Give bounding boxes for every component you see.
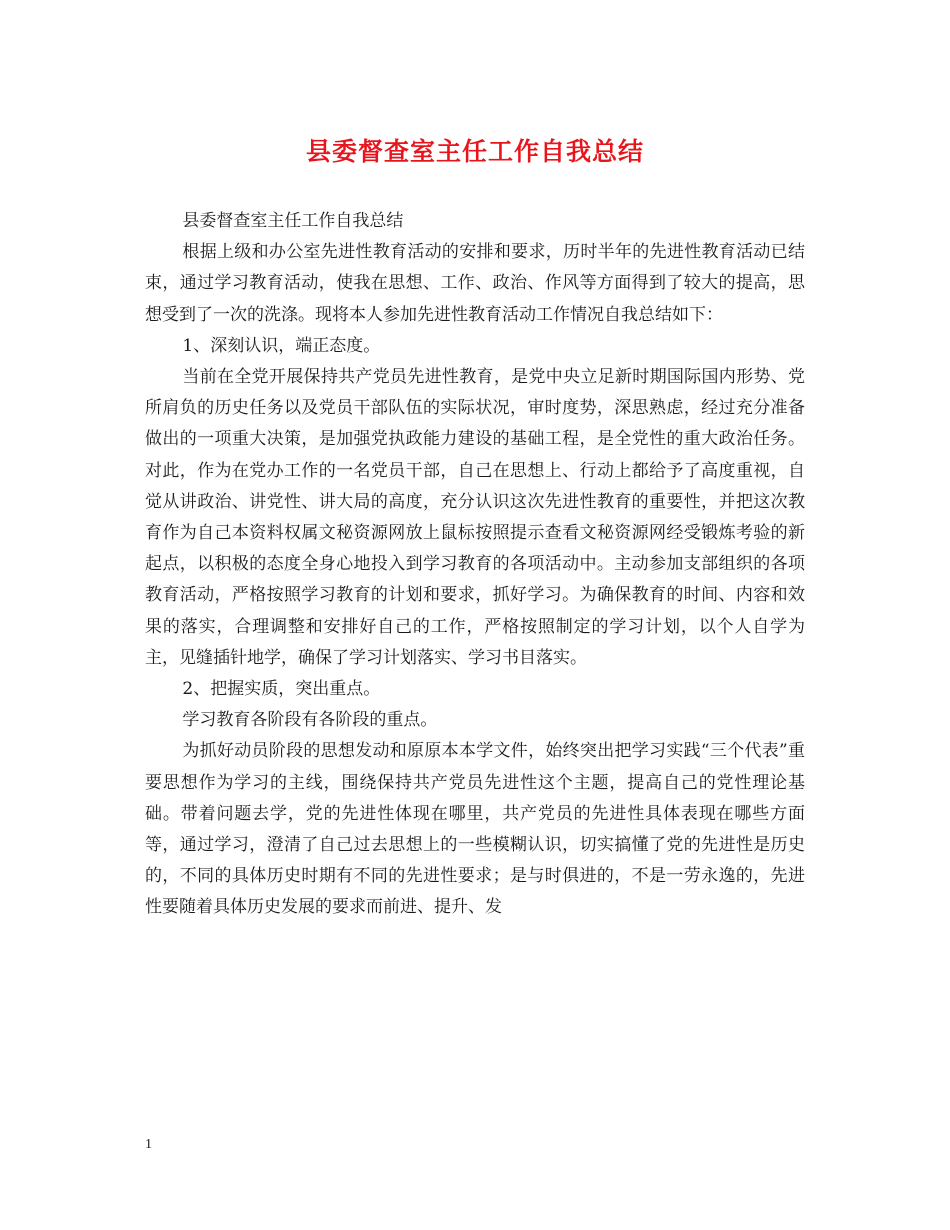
section-heading-1: 1、深刻认识，端正态度。 [182,335,381,356]
page-number: 1 [145,1137,152,1152]
paragraph-section-1: 当前在全党开展保持共产党员先进性教育，是党中央立足新时期国际国内形势、党所肩负的历史任务以及党员干部队伍的实际状况，审时度势，深思熟虑，经过充分准备做出的一项重大决策，是加强党执政能力建设的基础工程，是全党性的重大政治任务。对此，作为在党办工作的一名党员干部，自己在思想上、行动上都给予了高度重视，自觉从讲政治、讲党性、讲大局的高度，充分认识这次先进性教育的重要性，并把这次教育作为自己本资料权属文秘资源网放上鼠标按照提示查看文秘资源网经受锻炼考验的新起点，以积极的态度全身心地投入到学习教育的各项活动中。主动参加支部组织的各项教育活动，严格按照学习教育的计划和要求，抓好学习。为确保教育的时间、内容和效果的落实，合理调整和安排好自己的工作，严格按照制定的学习计划，以个人自学为主，见缝插针地学，确保了学习计划落实、学习书目落实。 [145,367,805,668]
paragraph-intro: 根据上级和办公室先进性教育活动的安排和要求，历时半年的先进性教育活动已结束，通过学习教育活动，使我在思想、工作、政治、作风等方面得到了较大的提高，思想受到了一次的洗涤。现将本人参加先进性教育活动工作情况自我总结如下： [145,242,805,325]
document-body [145,206,805,924]
paragraph-heading-repeat: 县委督查室主任工作自我总结 [182,211,404,231]
document-title: 县委督查室主任工作自我总结 [305,137,644,166]
paragraph-section-2-body: 为抓好动员阶段的思想发动和原原本本学文件，始终突出把学习实践“三个代表”重要思想作为学习的主线，围绕保持共产党员先进性这个主题，提高自己的党性理论基础。带着问题去学，党的先进性体现在哪里，共产党员的先进性具体表现在哪些方面等，通过学习，澄清了自己过去思想上的一些模糊认识，切实搞懂了党的先进性是历史的，不同的具体历史时期有不同的先进性要求；是与时俱进的，不是一劳永逸的，先进性要随着具体历史发展的要求而前进、提升、发 [145,741,805,918]
section-heading-2: 2、把握实质，突出重点。 [182,679,381,700]
paragraph-section-2-lead: 学习教育各阶段有各阶段的重点。 [182,710,438,731]
